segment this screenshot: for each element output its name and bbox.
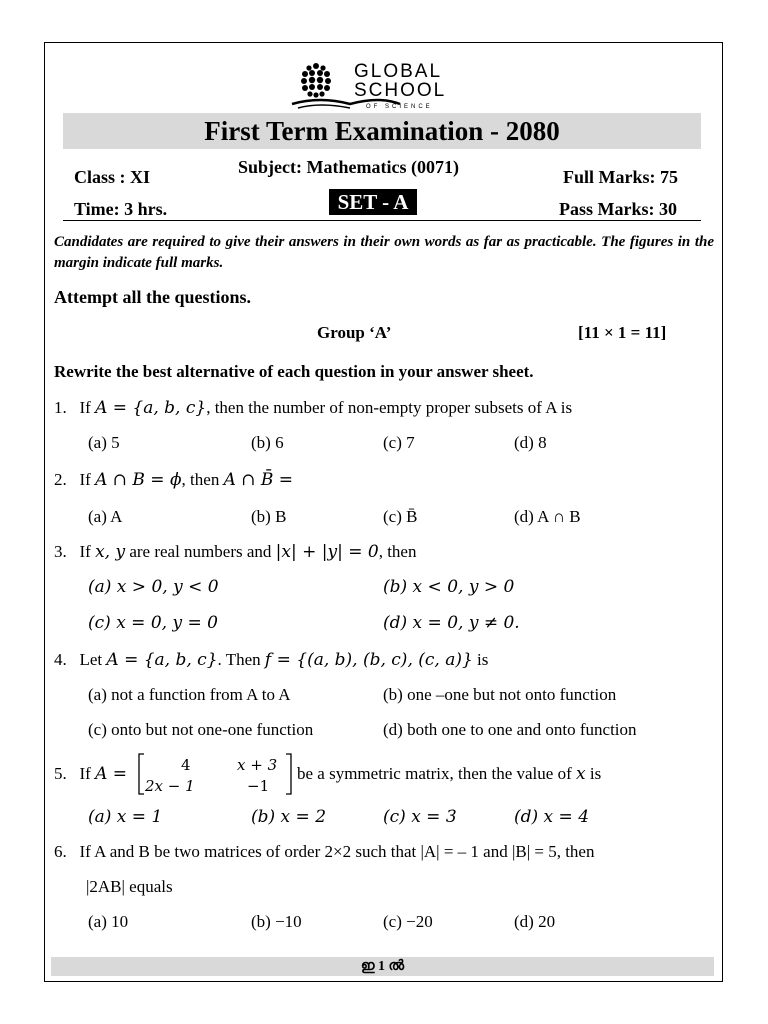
math-expression: f = {(a, b), (b, c), (c, a)} [264, 650, 473, 670]
class-label: Class : XI [74, 167, 151, 187]
math-expression: x [576, 764, 586, 784]
math-expression: |x| + |y| = 0 [275, 542, 379, 562]
question-text: If [79, 470, 96, 489]
question-text: If A and B be two matrices of order 2×2 such that |A| = – 1 and |B| = 5, then [79, 842, 595, 861]
option-b: (b) x = 2 [251, 807, 327, 827]
question-text: . Then [217, 650, 265, 669]
option-d: (d) A ∩ B [514, 507, 581, 526]
question-number: 4. [54, 650, 67, 669]
question-text: is [472, 650, 489, 669]
time-label: Time: 3 hrs. [74, 199, 168, 219]
question-2 [54, 470, 293, 490]
option-d: (d) x = 0, y ≠ 0. [383, 613, 520, 633]
matrix-cell-21: 2x − 1 [145, 777, 195, 795]
question-number: 3. [54, 542, 67, 561]
option-b: (b) 6 [251, 433, 284, 452]
question-text: be a symmetric matrix, then the value of [297, 764, 576, 783]
option-a: (a) A [88, 507, 123, 526]
matrix [137, 752, 293, 796]
option-b: (b) −10 [251, 912, 302, 931]
logo-subtext: OF SCIENCE [366, 104, 433, 110]
math-expression: A = {a, b, c} [106, 650, 218, 670]
full-marks: Full Marks: 75 [563, 167, 678, 187]
question-number: 5. [54, 764, 67, 783]
matrix-cell-22: −1 [247, 777, 270, 795]
page-footer: ഇ 1 ൽ [51, 957, 714, 976]
logo-line-2: SCHOOL [354, 80, 447, 101]
group-marks: [11 × 1 = 11] [578, 323, 667, 342]
question-6 [54, 842, 594, 862]
question-text: If [79, 398, 96, 417]
logo-line-1: GLOBAL [354, 61, 443, 82]
option-d: (d) 20 [514, 912, 556, 931]
option-d: (d) both one to one and onto function [383, 720, 637, 739]
question-text: If [79, 542, 96, 561]
question-number: 2. [54, 470, 67, 489]
rewrite-instruction: Rewrite the best alternative of each question in your answer sheet. [54, 362, 534, 381]
logo-text [354, 62, 446, 100]
matrix-cell-11: 4 [181, 756, 191, 774]
option-d: (d) x = 4 [514, 807, 590, 827]
question-1 [54, 398, 572, 418]
question-text: Let [79, 650, 107, 669]
question-text: is [585, 764, 602, 783]
question-text: , then [378, 542, 417, 561]
question-3 [54, 542, 416, 562]
option-a: (a) not a function from A to A [88, 685, 291, 704]
question-5-text [297, 764, 601, 784]
question-4 [54, 650, 488, 670]
group-label: Group ‘A’ [317, 323, 392, 342]
question-text: are real numbers and [125, 542, 276, 561]
instructions: Candidates are required to give their answers in their own words as far as practicable. The figures in the margin indicate full marks. [54, 234, 714, 271]
question-text: , then the number of non-empty proper subsets of A is [206, 398, 573, 417]
option-d: (d) 8 [514, 433, 547, 452]
question-text: , then [181, 470, 224, 489]
option-c: (c) onto but not one-one function [88, 720, 314, 739]
math-expression: A ∩ B̄ = [223, 470, 294, 490]
matrix-cell-12: x + 3 [237, 756, 278, 774]
option-c: (c) 7 [383, 433, 415, 452]
question-number: 6. [54, 842, 67, 861]
math-expression: x, y [95, 542, 126, 562]
question-6-line-2: |2AB| equals [86, 877, 173, 896]
option-c: (c) x = 0, y = 0 [88, 613, 218, 633]
exam-title: First Term Examination - 2080 [63, 113, 701, 149]
option-b: (b) one –one but not onto function [383, 685, 617, 704]
subject-label: Subject: Mathematics (0071) [238, 157, 459, 177]
question-text: If [79, 764, 96, 783]
question-5-number [54, 764, 127, 784]
option-a: (a) 5 [88, 433, 120, 452]
option-c: (c) −20 [383, 912, 433, 931]
option-b: (b) x < 0, y > 0 [383, 577, 515, 597]
option-b: (b) B [251, 507, 287, 526]
math-expression: A = {a, b, c} [95, 398, 207, 418]
option-a: (a) x > 0, y < 0 [88, 577, 219, 597]
option-a: (a) 10 [88, 912, 129, 931]
header-divider [63, 220, 701, 221]
option-a: (a) x = 1 [88, 807, 163, 827]
attempt-heading: Attempt all the questions. [54, 287, 251, 307]
option-c: (c) B̄ [383, 507, 418, 526]
set-badge: SET - A [329, 189, 417, 215]
math-expression: A ∩ B = ϕ [95, 470, 182, 490]
math-expression: A = [95, 764, 128, 784]
pass-marks: Pass Marks: 30 [559, 199, 677, 219]
option-c: (c) x = 3 [383, 807, 457, 827]
question-number: 1. [54, 398, 67, 417]
